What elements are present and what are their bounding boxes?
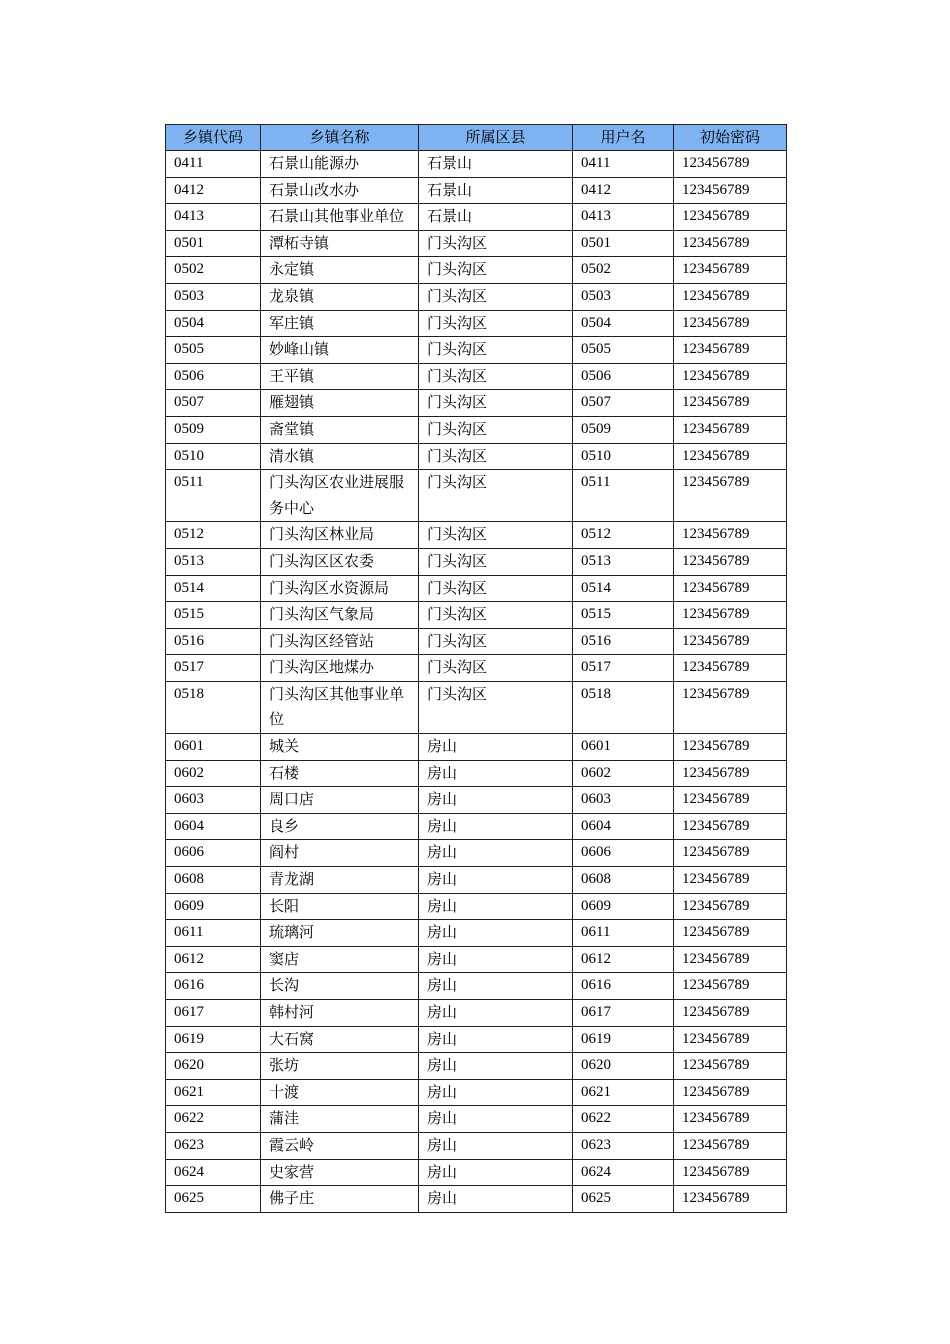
district-cell: 房山	[419, 813, 573, 840]
township-name-cell: 大石窝	[261, 1026, 419, 1053]
initial-password-cell: 123456789	[674, 920, 787, 947]
township-code-cell: 0501	[166, 230, 261, 257]
username-cell: 0620	[573, 1053, 674, 1080]
township-name-cell: 韩村河	[261, 1000, 419, 1027]
district-cell: 门头沟区	[419, 575, 573, 602]
username-cell: 0602	[573, 760, 674, 787]
township-code-cell: 0606	[166, 840, 261, 867]
username-cell: 0604	[573, 813, 674, 840]
township-name-cell: 琉璃河	[261, 920, 419, 947]
district-cell: 石景山	[419, 204, 573, 231]
township-code-cell: 0504	[166, 310, 261, 337]
username-cell: 0612	[573, 946, 674, 973]
township-code-cell: 0514	[166, 575, 261, 602]
district-cell: 门头沟区	[419, 655, 573, 682]
table-row	[166, 760, 787, 787]
township-code-cell: 0604	[166, 813, 261, 840]
township-name-cell: 清水镇	[261, 443, 419, 470]
district-cell: 门头沟区	[419, 230, 573, 257]
table-row	[166, 416, 787, 443]
table-row	[166, 655, 787, 682]
initial-password-cell: 123456789	[674, 522, 787, 549]
district-cell: 门头沟区	[419, 443, 573, 470]
initial-password-cell: 123456789	[674, 390, 787, 417]
township-code-cell: 0412	[166, 177, 261, 204]
township-code-cell: 0413	[166, 204, 261, 231]
table-row	[166, 867, 787, 894]
table-row	[166, 734, 787, 761]
username-cell: 0411	[573, 151, 674, 178]
table-row	[166, 310, 787, 337]
username-cell: 0625	[573, 1186, 674, 1213]
table-row	[166, 443, 787, 470]
table-row	[166, 1132, 787, 1159]
district-cell: 房山	[419, 946, 573, 973]
township-name-cell: 石景山其他事业单位	[261, 204, 419, 231]
initial-password-cell: 123456789	[674, 1186, 787, 1213]
username-cell: 0609	[573, 893, 674, 920]
district-cell: 房山	[419, 787, 573, 814]
table-row	[166, 628, 787, 655]
township-name-cell: 阎村	[261, 840, 419, 867]
district-cell: 房山	[419, 1053, 573, 1080]
township-code-cell: 0612	[166, 946, 261, 973]
township-name-cell: 门头沟区地煤办	[261, 655, 419, 682]
township-name-cell: 门头沟区农业进展服务中心	[261, 470, 419, 522]
initial-password-cell: 123456789	[674, 363, 787, 390]
username-cell: 0611	[573, 920, 674, 947]
district-cell: 房山	[419, 760, 573, 787]
username-cell: 0516	[573, 628, 674, 655]
initial-password-cell: 123456789	[674, 177, 787, 204]
township-name-cell: 长沟	[261, 973, 419, 1000]
header-township-code: 乡镇代码	[166, 125, 261, 151]
township-code-cell: 0506	[166, 363, 261, 390]
username-cell: 0617	[573, 1000, 674, 1027]
township-code-cell: 0623	[166, 1132, 261, 1159]
initial-password-cell: 123456789	[674, 1106, 787, 1133]
table-row	[166, 257, 787, 284]
township-name-cell: 十渡	[261, 1079, 419, 1106]
district-cell: 房山	[419, 734, 573, 761]
initial-password-cell: 123456789	[674, 787, 787, 814]
district-cell: 房山	[419, 1159, 573, 1186]
township-name-cell: 妙峰山镇	[261, 337, 419, 364]
district-cell: 房山	[419, 867, 573, 894]
table-row	[166, 337, 787, 364]
username-cell: 0518	[573, 681, 674, 733]
initial-password-cell: 123456789	[674, 230, 787, 257]
township-code-cell: 0602	[166, 760, 261, 787]
district-cell: 门头沟区	[419, 283, 573, 310]
header-username: 用户名	[573, 125, 674, 151]
username-cell: 0510	[573, 443, 674, 470]
table-row	[166, 1000, 787, 1027]
district-cell: 门头沟区	[419, 310, 573, 337]
township-code-cell: 0518	[166, 681, 261, 733]
username-cell: 0514	[573, 575, 674, 602]
initial-password-cell: 123456789	[674, 1053, 787, 1080]
username-cell: 0603	[573, 787, 674, 814]
district-cell: 房山	[419, 893, 573, 920]
township-code-cell: 0513	[166, 548, 261, 575]
township-name-cell: 石景山改水办	[261, 177, 419, 204]
username-cell: 0517	[573, 655, 674, 682]
username-cell: 0505	[573, 337, 674, 364]
initial-password-cell: 123456789	[674, 470, 787, 522]
initial-password-cell: 123456789	[674, 973, 787, 1000]
township-name-cell: 青龙湖	[261, 867, 419, 894]
username-cell: 0616	[573, 973, 674, 1000]
header-township-name: 乡镇名称	[261, 125, 419, 151]
initial-password-cell: 123456789	[674, 283, 787, 310]
initial-password-cell: 123456789	[674, 548, 787, 575]
township-code-cell: 0502	[166, 257, 261, 284]
initial-password-cell: 123456789	[674, 681, 787, 733]
township-name-cell: 佛子庄	[261, 1186, 419, 1213]
table-row	[166, 946, 787, 973]
township-name-cell: 长阳	[261, 893, 419, 920]
table-row	[166, 470, 787, 522]
township-account-table	[165, 124, 787, 1213]
table-row	[166, 151, 787, 178]
table-row	[166, 681, 787, 733]
table-body	[166, 151, 787, 1213]
township-name-cell: 石楼	[261, 760, 419, 787]
township-name-cell: 良乡	[261, 813, 419, 840]
township-code-cell: 0620	[166, 1053, 261, 1080]
username-cell: 0504	[573, 310, 674, 337]
header-initial-password: 初始密码	[674, 125, 787, 151]
district-cell: 门头沟区	[419, 363, 573, 390]
initial-password-cell: 123456789	[674, 1026, 787, 1053]
district-cell: 门头沟区	[419, 416, 573, 443]
table-header	[166, 125, 787, 151]
initial-password-cell: 123456789	[674, 893, 787, 920]
district-cell: 房山	[419, 1132, 573, 1159]
header-row	[166, 125, 787, 151]
township-code-cell: 0411	[166, 151, 261, 178]
initial-password-cell: 123456789	[674, 1079, 787, 1106]
username-cell: 0412	[573, 177, 674, 204]
username-cell: 0501	[573, 230, 674, 257]
district-cell: 房山	[419, 1186, 573, 1213]
username-cell: 0503	[573, 283, 674, 310]
table-row	[166, 1186, 787, 1213]
district-cell: 房山	[419, 920, 573, 947]
table-row	[166, 1026, 787, 1053]
township-name-cell: 军庄镇	[261, 310, 419, 337]
township-code-cell: 0622	[166, 1106, 261, 1133]
district-cell: 房山	[419, 973, 573, 1000]
township-name-cell: 石景山能源办	[261, 151, 419, 178]
table-row	[166, 1079, 787, 1106]
initial-password-cell: 123456789	[674, 760, 787, 787]
initial-password-cell: 123456789	[674, 1000, 787, 1027]
initial-password-cell: 123456789	[674, 416, 787, 443]
district-cell: 房山	[419, 1079, 573, 1106]
username-cell: 0606	[573, 840, 674, 867]
township-name-cell: 永定镇	[261, 257, 419, 284]
table-row	[166, 575, 787, 602]
township-code-cell: 0516	[166, 628, 261, 655]
table-row	[166, 363, 787, 390]
username-cell: 0502	[573, 257, 674, 284]
table-row	[166, 602, 787, 629]
username-cell: 0413	[573, 204, 674, 231]
township-code-cell: 0510	[166, 443, 261, 470]
township-code-cell: 0509	[166, 416, 261, 443]
district-cell: 门头沟区	[419, 548, 573, 575]
username-cell: 0515	[573, 602, 674, 629]
township-name-cell: 斋堂镇	[261, 416, 419, 443]
district-cell: 门头沟区	[419, 257, 573, 284]
township-code-cell: 0624	[166, 1159, 261, 1186]
initial-password-cell: 123456789	[674, 575, 787, 602]
username-cell: 0621	[573, 1079, 674, 1106]
township-name-cell: 门头沟区其他事业单位	[261, 681, 419, 733]
username-cell: 0511	[573, 470, 674, 522]
initial-password-cell: 123456789	[674, 257, 787, 284]
table-row	[166, 283, 787, 310]
username-cell: 0624	[573, 1159, 674, 1186]
username-cell: 0619	[573, 1026, 674, 1053]
initial-password-cell: 123456789	[674, 946, 787, 973]
initial-password-cell: 123456789	[674, 813, 787, 840]
table-row	[166, 390, 787, 417]
township-name-cell: 霞云岭	[261, 1132, 419, 1159]
district-cell: 房山	[419, 1000, 573, 1027]
township-code-cell: 0608	[166, 867, 261, 894]
township-name-cell: 周口店	[261, 787, 419, 814]
township-code-cell: 0603	[166, 787, 261, 814]
initial-password-cell: 123456789	[674, 1159, 787, 1186]
username-cell: 0506	[573, 363, 674, 390]
username-cell: 0512	[573, 522, 674, 549]
township-code-cell: 0503	[166, 283, 261, 310]
township-code-cell: 0609	[166, 893, 261, 920]
table-row	[166, 548, 787, 575]
district-cell: 门头沟区	[419, 628, 573, 655]
district-cell: 房山	[419, 1106, 573, 1133]
district-cell: 门头沟区	[419, 681, 573, 733]
township-name-cell: 王平镇	[261, 363, 419, 390]
township-code-cell: 0505	[166, 337, 261, 364]
username-cell: 0513	[573, 548, 674, 575]
township-name-cell: 城关	[261, 734, 419, 761]
township-name-cell: 雁翅镇	[261, 390, 419, 417]
township-code-cell: 0621	[166, 1079, 261, 1106]
initial-password-cell: 123456789	[674, 310, 787, 337]
initial-password-cell: 123456789	[674, 655, 787, 682]
district-cell: 门头沟区	[419, 390, 573, 417]
district-cell: 石景山	[419, 177, 573, 204]
username-cell: 0608	[573, 867, 674, 894]
username-cell: 0509	[573, 416, 674, 443]
district-cell: 门头沟区	[419, 522, 573, 549]
township-name-cell: 张坊	[261, 1053, 419, 1080]
district-cell: 石景山	[419, 151, 573, 178]
table-row	[166, 920, 787, 947]
initial-password-cell: 123456789	[674, 602, 787, 629]
district-cell: 门头沟区	[419, 470, 573, 522]
district-cell: 房山	[419, 840, 573, 867]
initial-password-cell: 123456789	[674, 151, 787, 178]
table-row	[166, 893, 787, 920]
township-code-cell: 0512	[166, 522, 261, 549]
township-name-cell: 门头沟区区农委	[261, 548, 419, 575]
township-name-cell: 门头沟区林业局	[261, 522, 419, 549]
username-cell: 0507	[573, 390, 674, 417]
township-code-cell: 0619	[166, 1026, 261, 1053]
username-cell: 0623	[573, 1132, 674, 1159]
table-row	[166, 1106, 787, 1133]
initial-password-cell: 123456789	[674, 734, 787, 761]
table-row	[166, 1053, 787, 1080]
district-cell: 门头沟区	[419, 337, 573, 364]
township-name-cell: 门头沟区经管站	[261, 628, 419, 655]
township-name-cell: 门头沟区水资源局	[261, 575, 419, 602]
table-row	[166, 840, 787, 867]
initial-password-cell: 123456789	[674, 1132, 787, 1159]
table-row	[166, 787, 787, 814]
township-code-cell: 0611	[166, 920, 261, 947]
township-name-cell: 龙泉镇	[261, 283, 419, 310]
township-name-cell: 蒲洼	[261, 1106, 419, 1133]
table-row	[166, 813, 787, 840]
header-district: 所属区县	[419, 125, 573, 151]
table-row	[166, 230, 787, 257]
username-cell: 0622	[573, 1106, 674, 1133]
initial-password-cell: 123456789	[674, 628, 787, 655]
township-code-cell: 0625	[166, 1186, 261, 1213]
township-code-cell: 0616	[166, 973, 261, 1000]
table-row	[166, 973, 787, 1000]
table-row	[166, 1159, 787, 1186]
table-row	[166, 522, 787, 549]
initial-password-cell: 123456789	[674, 204, 787, 231]
township-code-cell: 0517	[166, 655, 261, 682]
initial-password-cell: 123456789	[674, 337, 787, 364]
township-code-cell: 0515	[166, 602, 261, 629]
township-code-cell: 0507	[166, 390, 261, 417]
district-cell: 房山	[419, 1026, 573, 1053]
township-code-cell: 0601	[166, 734, 261, 761]
initial-password-cell: 123456789	[674, 840, 787, 867]
township-name-cell: 门头沟区气象局	[261, 602, 419, 629]
table-row	[166, 204, 787, 231]
district-cell: 门头沟区	[419, 602, 573, 629]
table-row	[166, 177, 787, 204]
township-code-cell: 0617	[166, 1000, 261, 1027]
township-name-cell: 潭柘寺镇	[261, 230, 419, 257]
username-cell: 0601	[573, 734, 674, 761]
township-code-cell: 0511	[166, 470, 261, 522]
initial-password-cell: 123456789	[674, 443, 787, 470]
township-name-cell: 史家营	[261, 1159, 419, 1186]
township-name-cell: 窦店	[261, 946, 419, 973]
initial-password-cell: 123456789	[674, 867, 787, 894]
